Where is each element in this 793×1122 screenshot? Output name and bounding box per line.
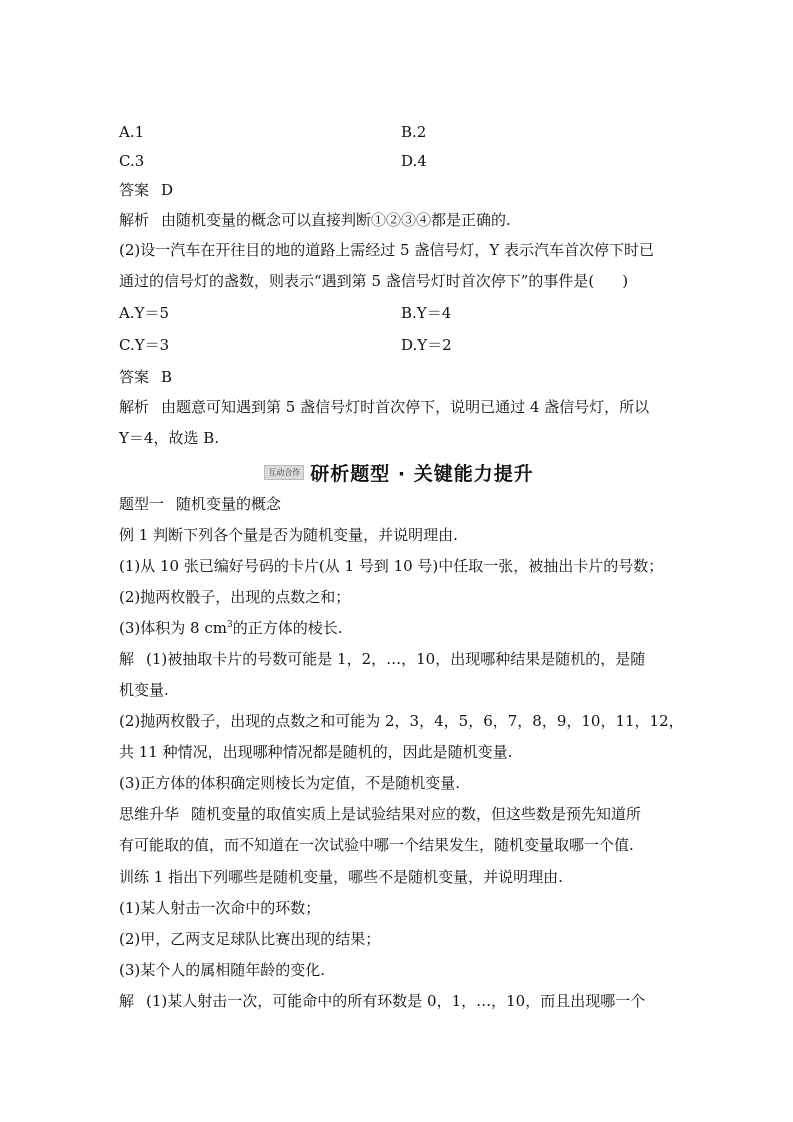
- think-label: 思维升华: [119, 805, 180, 823]
- analysis-text: 由随机变量的概念可以直接判断①②③④都是正确的.: [161, 211, 511, 229]
- section-heading: [119, 459, 679, 485]
- solution-label: 解: [119, 992, 135, 1010]
- analysis-label: 解析: [119, 398, 150, 416]
- training-item-3: (3)某个人的属相随年龄的变化.: [119, 961, 326, 979]
- q2-stem-close: ): [622, 272, 629, 290]
- section-badge: 互动合作: [264, 465, 304, 480]
- q2-option-c: C.Y＝3: [119, 336, 170, 354]
- type-label: 题型一: [119, 495, 165, 513]
- solution-line-3: (2)抛两枚骰子，出现的点数之和可能为 2，3，4，5，6，7，8，9，10，11，12，: [119, 712, 684, 730]
- think-line-2: 有可能取的值，而不知道在一次试验中哪一个结果发生，随机变量取哪一个值.: [119, 836, 634, 854]
- solution-line-4: 共 11 种情况，出现哪种情况都是随机的，因此是随机变量.: [119, 743, 513, 761]
- q1-option-d: D.4: [401, 152, 427, 170]
- q2-stem-text: 通过的信号灯的盏数，则表示“遇到第 5 盏信号灯时首次停下”的事件是(: [119, 272, 595, 290]
- superscript: 3: [226, 620, 233, 630]
- answer-value: B: [161, 368, 173, 386]
- think-text: 随机变量的取值实质上是试验结果对应的数，但这些数是预先知道所: [191, 805, 642, 823]
- answer-label: 答案: [119, 181, 150, 199]
- q2-stem-line2: [119, 271, 628, 291]
- training-item-1: (1)某人射击一次命中的环数；: [119, 899, 321, 917]
- example-item-3: [119, 618, 342, 638]
- type-title: 随机变量的概念: [176, 495, 282, 513]
- example-item-2: (2)抛两枚骰子，出现的点数之和；: [119, 588, 351, 606]
- solution-text: (1)某人射击一次，可能命中的所有环数是 0，1，…，10，而且出现哪一个: [146, 992, 646, 1010]
- think-line-1: [119, 804, 641, 824]
- training-item-2: (2)甲，乙两支足球队比赛出现的结果；: [119, 930, 381, 948]
- solution-line-1: [119, 649, 645, 669]
- training-solution-line: [119, 991, 645, 1011]
- solution-label: 解: [119, 650, 135, 668]
- solution-line-2: 机变量.: [119, 681, 169, 699]
- item-text: (3)体积为 8 cm: [119, 619, 227, 637]
- q1-option-c: C.3: [119, 152, 145, 170]
- example-item-1: (1)从 10 张已编好号码的卡片(从 1 号到 10 号)中任取一张，被抽出卡片的号数；: [119, 557, 664, 575]
- solution-text: (1)被抽取卡片的号数可能是 1，2，…，10，出现哪种结果是随机的，是随: [146, 650, 646, 668]
- q1-answer: [119, 180, 173, 200]
- q2-answer: [119, 367, 172, 387]
- q2-stem-line1: (2)设一汽车在开往目的地的道路上需经过 5 盏信号灯，Y 表示汽车首次停下时已: [119, 241, 655, 259]
- item-text: 的正方体的棱长.: [232, 619, 343, 637]
- answer-value: D: [161, 181, 174, 199]
- q1-option-b: B.2: [401, 123, 427, 141]
- q2-analysis-line2: Y＝4，故选 B.: [119, 429, 220, 447]
- answer-label: 答案: [119, 368, 150, 386]
- type-heading: [119, 494, 281, 514]
- training-line: 训练 1 指出下列哪些是随机变量，哪些不是随机变量，并说明理由.: [119, 868, 563, 886]
- q1-option-a: A.1: [119, 123, 145, 141]
- q1-analysis: [119, 210, 511, 230]
- analysis-label: 解析: [119, 211, 150, 229]
- q2-analysis-line1: [119, 397, 649, 417]
- q2-option-b: B.Y＝4: [401, 304, 452, 322]
- analysis-text: 由题意可知遇到第 5 盏信号灯时首次停下，说明已通过 4 盏信号灯，所以: [161, 398, 650, 416]
- section-title: 研析题型 · 关键能力提升: [310, 462, 534, 485]
- q2-option-d: D.Y＝2: [401, 336, 452, 354]
- solution-line-5: (3)正方体的体积确定则棱长为定值，不是随机变量.: [119, 774, 461, 792]
- q2-option-a: A.Y＝5: [119, 304, 170, 322]
- example-line: 例 1 判断下列各个量是否为随机变量，并说明理由.: [119, 526, 458, 544]
